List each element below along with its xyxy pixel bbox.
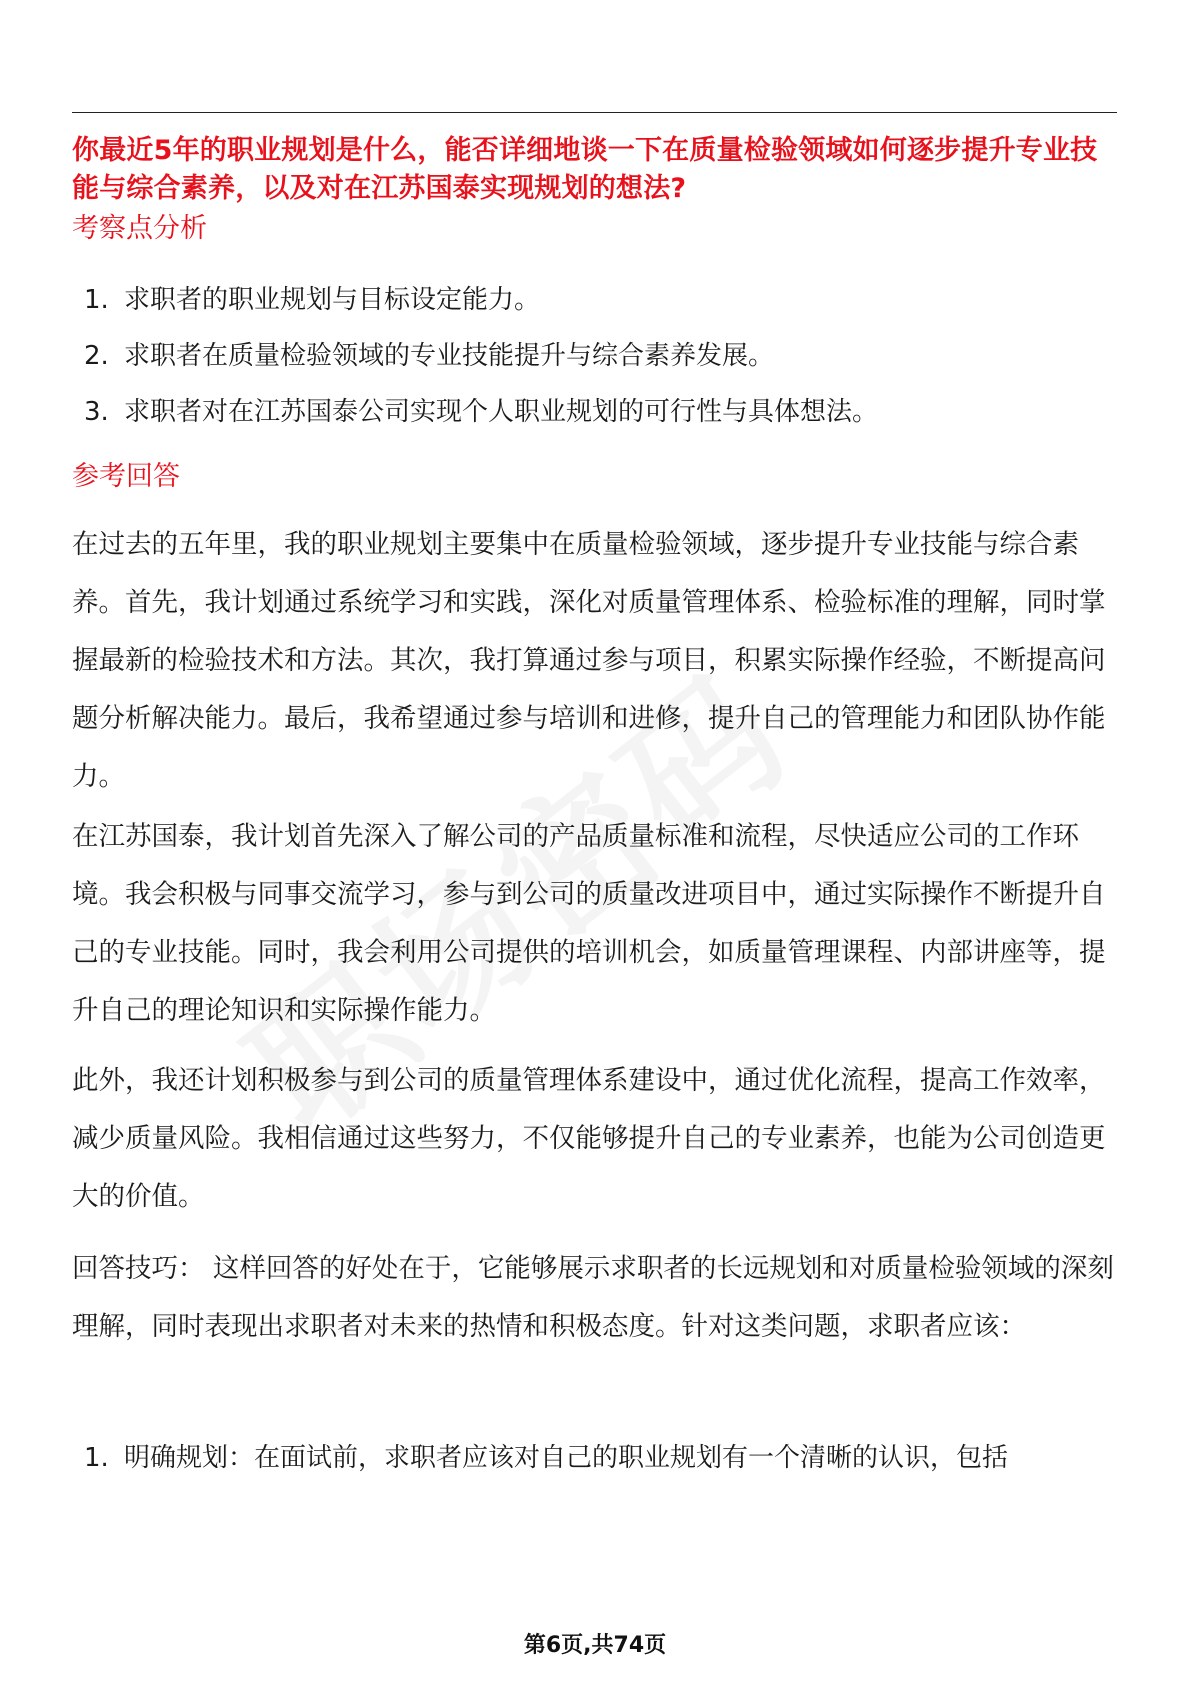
- list-text: 求职者对在江苏国泰公司实现个人职业规划的可行性与具体想法。: [124, 397, 879, 427]
- list-number: 2.: [84, 341, 109, 371]
- reference-heading: 参考回答: [72, 461, 180, 492]
- answer-paragraph: 在江苏国泰，我计划首先深入了解公司的产品质量标准和流程，尽快适应公司的工作环境。我会积极与同事交流学习，参与到公司的质量改进项目中，通过实际操作不断提升自己的专业技能。同时，我会利用公司提供的培训机会，如质量管理课程、内部讲座等，提升自己的理论知识和实际操作能力。: [72, 821, 1106, 1026]
- list-number: 3.: [84, 397, 109, 427]
- analysis-list: [84, 282, 1114, 430]
- list-item: [84, 282, 1114, 318]
- list-text: 求职者的职业规划与目标设定能力。: [124, 285, 541, 315]
- list-text: 求职者在质量检验领域的专业技能提升与综合素养发展。: [124, 341, 775, 371]
- top-divider: [72, 112, 1117, 113]
- question-title: 你最近5年的职业规划是什么，能否详细地谈一下在质量检验领域如何逐步提升专业技能与综合素养，以及对在江苏国泰实现规划的想法?: [72, 135, 1098, 204]
- list-text: 明确规划：在面试前，求职者应该对自己的职业规划有一个清晰的认识，包括: [124, 1443, 1009, 1473]
- tips-paragraph: 回答技巧： 这样回答的好处在于，它能够展示求职者的长远规划和对质量检验领域的深刻理解，同时表现出求职者对未来的热情和积极态度。针对这类问题，求职者应该：: [72, 1253, 1114, 1342]
- list-item: [84, 394, 1114, 430]
- list-number: 1.: [84, 285, 109, 315]
- list-number: 1.: [84, 1443, 109, 1473]
- page-number: 第6页,共74页: [523, 1633, 667, 1658]
- analysis-heading: 考察点分析: [72, 213, 207, 244]
- list-item: [84, 338, 1114, 374]
- answer-paragraph: 此外，我还计划积极参与到公司的质量管理体系建设中，通过优化流程，提高工作效率，减少质量风险。我相信通过这些努力，不仅能够提升自己的专业素养，也能为公司创造更大的价值。: [72, 1065, 1106, 1212]
- tips-list: [84, 1440, 1114, 1476]
- answer-paragraph: 在过去的五年里，我的职业规划主要集中在质量检验领域，逐步提升专业技能与综合素养。首先，我计划通过系统学习和实践，深化对质量管理体系、检验标准的理解，同时掌握最新的检验技术和方法。其次，我打算通过参与项目，积累实际操作经验，不断提高问题分析解决能力。最后，我希望通过参与培训和进修，提升自己的管理能力和团队协作能力。: [72, 529, 1106, 792]
- list-item: [84, 1440, 1114, 1476]
